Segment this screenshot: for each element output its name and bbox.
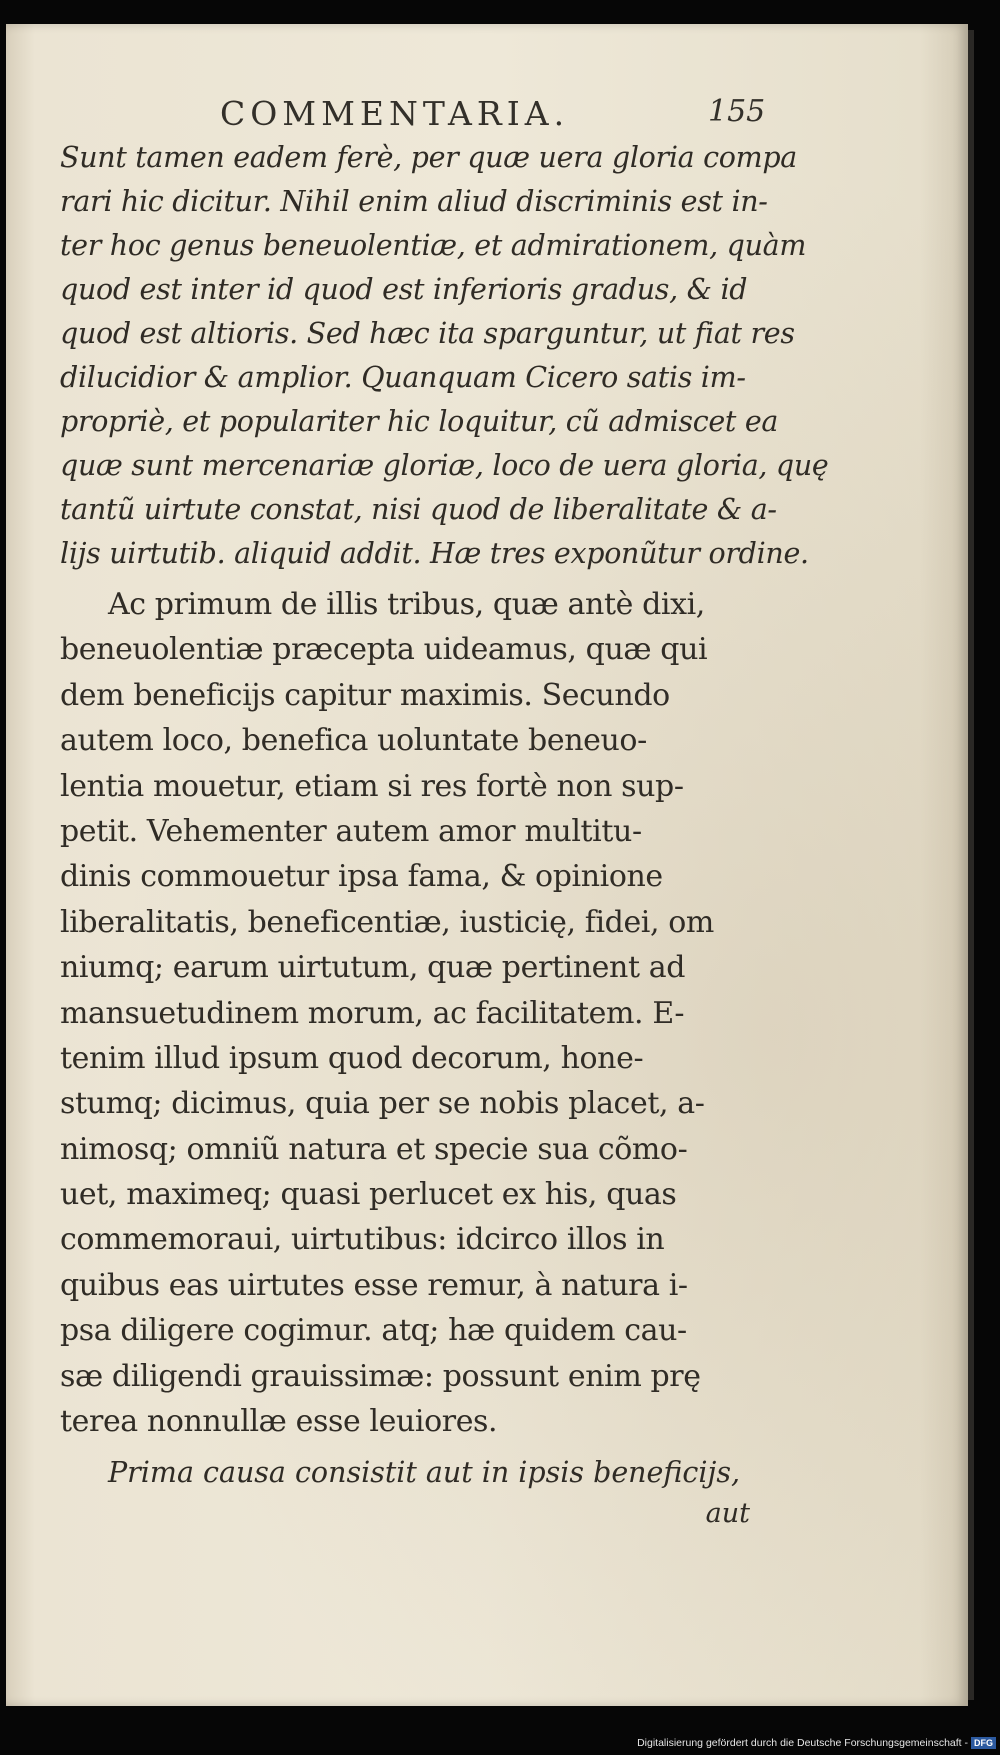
credit-text: Digitalisierung gefördert durch die Deutsche Forschungsgemeinschaft - xyxy=(637,1737,968,1749)
main-text-line: Ac primum de illis tribus, quæ antè dixi, xyxy=(108,587,705,622)
commentary-line: tantũ uirtute constat, nisi quod de liberalitate & a- xyxy=(60,493,777,526)
commentary-line: rari hic dicitur. Nihil enim aliud discriminis est in- xyxy=(60,185,768,218)
main-text-line: lentia mouetur, etiam si res fortè non sup- xyxy=(60,768,684,804)
commentary-line: ter hoc genus beneuolentiæ, et admirationem, quàm xyxy=(60,229,807,262)
main-text-line: terea nonnullæ esse leuiores. xyxy=(60,1404,498,1440)
commentary-line: quæ sunt mercenariæ gloriæ, loco de uera gloria, quę xyxy=(60,449,829,482)
main-text-line: beneuolentiæ præcepta uideamus, quæ qui xyxy=(60,632,708,668)
main-text-block xyxy=(60,582,750,1444)
running-title: COMMENTARIA. xyxy=(220,94,570,133)
main-text-line: niumq; earum uirtutum, quæ pertinent ad xyxy=(60,950,686,986)
main-text-line: nimosq; omniũ natura et specie sua cõmo- xyxy=(60,1131,688,1167)
main-text-line: liberalitatis, beneficentiæ, iusticię, fidei, om xyxy=(60,904,714,940)
main-text-line: commemoraui, uirtutibus: idcirco illos in xyxy=(60,1222,665,1258)
commentary-line: Prima causa consistit aut in ipsis beneficijs, xyxy=(108,1456,741,1490)
commentary-line: quod est inter id quod est inferioris gradus, & id xyxy=(60,273,748,306)
main-text-line: dem beneficijs capitur maximis. Secundo xyxy=(60,677,670,713)
main-text-line: mansuetudinem morum, ac facilitatem. E- xyxy=(60,995,685,1031)
commentary-block xyxy=(60,136,829,576)
running-head xyxy=(60,84,766,136)
main-text-line: stumq; dicimus, quia per se nobis placet, a- xyxy=(60,1086,705,1122)
dfg-logo: DFG xyxy=(971,1737,996,1749)
commentary-line: Sunt tamen eadem ferè, per quæ uera gloria compa xyxy=(60,141,797,174)
digitization-credit xyxy=(637,1735,996,1751)
commentary-continuation xyxy=(60,1452,750,1534)
commentary-line: quod est altioris. Sed hæc ita sparguntur, ut fiat res xyxy=(60,317,795,350)
commentary-line: dilucidior & amplior. Quanquam Cicero satis im- xyxy=(60,361,746,394)
page-number: 155 xyxy=(708,94,766,129)
page-edge-shadow xyxy=(968,30,974,1700)
main-text-line: quibus eas uirtutes esse remur, à natura i- xyxy=(60,1267,688,1303)
main-text-line: psa diligere cogimur. atq; hæ quidem cau- xyxy=(60,1313,687,1349)
commentary-line: propriè, et populariter hic loquitur, cũ admiscet ea xyxy=(60,405,779,438)
main-text-line: tenim illud ipsum quod decorum, hone- xyxy=(60,1040,644,1076)
main-text-line: autem loco, benefica uoluntate beneuo- xyxy=(60,723,647,759)
page-content xyxy=(60,84,829,1534)
main-text-line: petit. Vehementer autem amor multitu- xyxy=(60,813,642,849)
commentary-line: lijs uirtutib. aliquid addit. Hæ tres exponũtur ordine. xyxy=(60,537,809,570)
main-text-line: dinis commouetur ipsa fama, & opinione xyxy=(60,859,663,895)
book-page xyxy=(6,24,968,1706)
main-text-line: sæ diligendi grauissimæ: possunt enim prę xyxy=(60,1358,701,1394)
catchword: aut xyxy=(705,1498,750,1530)
main-text-line: uet, maximeq; quasi perlucet ex his, quas xyxy=(60,1177,677,1213)
